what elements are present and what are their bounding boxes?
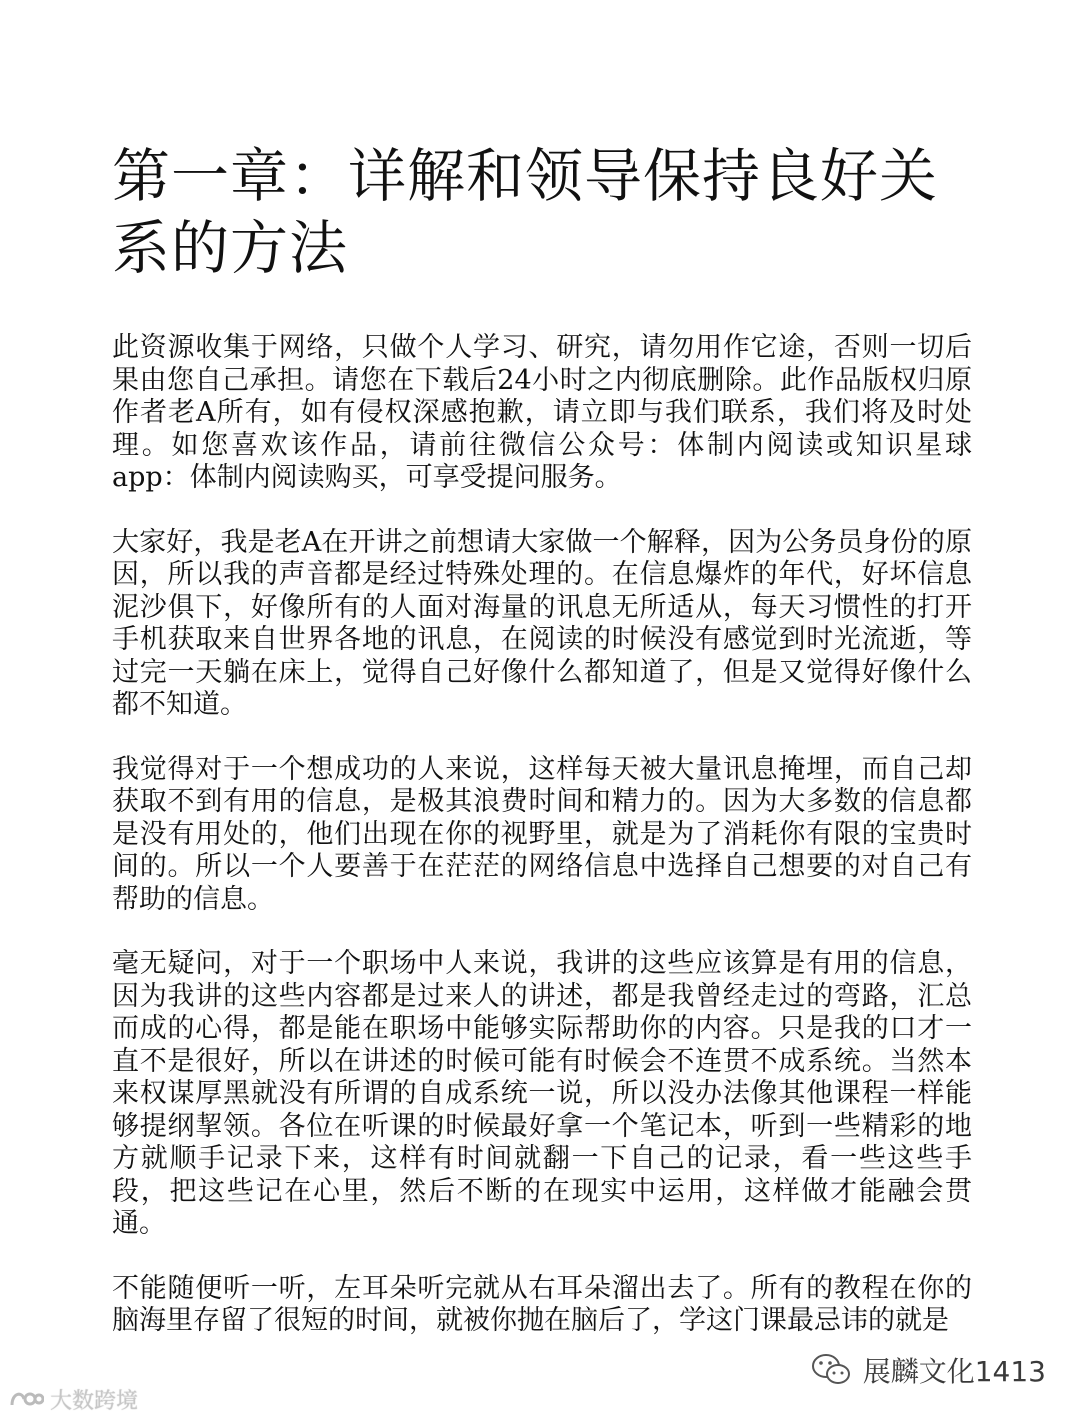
chapter-title: 第一章：详解和领导保持良好关系的方法	[112, 142, 939, 282]
paragraph-intro: 大家好，我是老A在开讲之前想请大家做一个解释，因为公务员身份的原因，所以我的声音都是经过特殊处理的。在信息爆炸的年代，好坏信息泥沙俱下，好像所有的人面对海量的讯息无所适从，每天习惯性的打开手机获取来自世界各地的讯息，在阅读的时候没有感觉到时光流逝，等过完一天躺在床上，觉得自己好像什么都知道了，但是又觉得好像什么都不知道。	[112, 526, 972, 720]
paragraph-disclaimer: 此资源收集于网络，只做个人学习、研究，请勿用作它途，否则一切后果由您自己承担。请您在下载后24小时之内彻底删除。此作品版权归原作者老A所有，如有侵权深感抱歉，请立即与我们联系，我们将及时处理。如您喜欢该作品，请前往微信公众号：体制内阅读或知识星球app：体制内阅读购买，可享受提问服务。	[112, 332, 972, 493]
paragraph-useful-content: 毫无疑问，对于一个职场中人来说，我讲的这些应该算是有用的信息，因为我讲的这些内容都是过来人的讲述，都是我曾经走过的弯路，汇总而成的心得，都是能在职场中能够实际帮助你的内容。只是我的口才一直不是很好，所以在讲述的时候可能有时候会不连贯不成系统。当然本来权谋厚黑就没有所谓的自成系统一说，所以没办法像其他课程一样能够提纲挈领。各位在听课的时候最好拿一个笔记本，听到一些精彩的地方就顺手记录下来，这样有时间就翻一下自己的记录，看一些这些手段，把这些记在心里，然后不断的在现实中运用，这样做才能融会贯通。	[112, 948, 972, 1239]
wechat-account-name: 展麟文化1413	[862, 1355, 1046, 1388]
paragraph-information: 我觉得对于一个想成功的人来说，这样每天被大量讯息掩埋，而自己却获取不到有用的信息，是极其浪费时间和精力的。因为大多数的信息都是没有用处的，他们出现在你的视野里，就是为了消耗你有限的宝贵时间的。所以一个人要善于在茫茫的网络信息中选择自己想要的对自己有帮助的信息。	[112, 753, 972, 915]
wechat-icon	[811, 1353, 851, 1387]
brand-watermark	[8, 1382, 138, 1416]
wechat-account-watermark	[811, 1350, 1046, 1390]
brand-name: 大数跨境	[50, 1388, 139, 1414]
brand-logo-icon	[8, 1387, 44, 1411]
paragraph-listening-advice: 不能随便听一听，左耳朵听完就从右耳朵溜出去了。所有的教程在你的脑海里存留了很短的时间，就被你抛在脑后了，学这门课最忌讳的就是	[112, 1272, 972, 1336]
document-page	[112, 140, 972, 1370]
